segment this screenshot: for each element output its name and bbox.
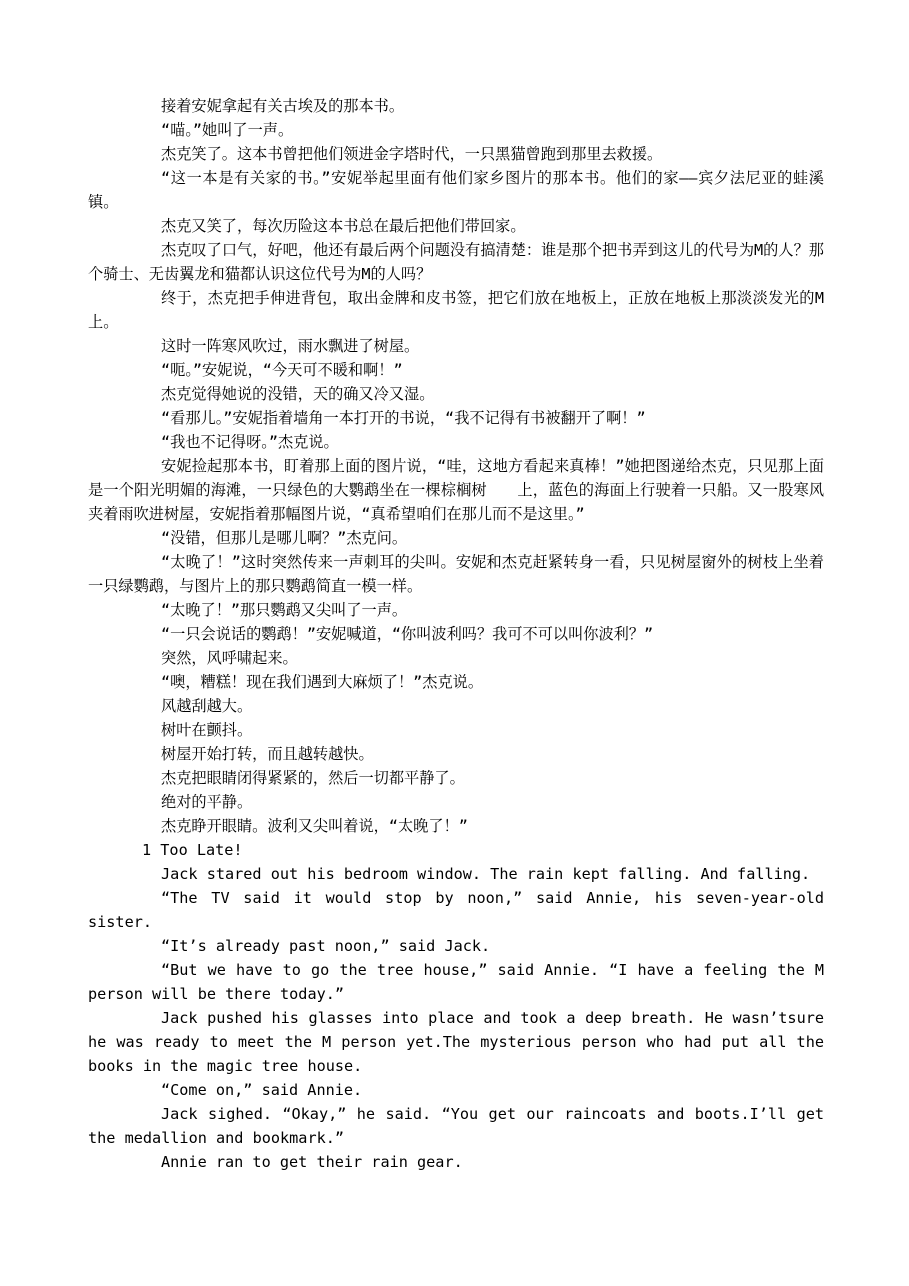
paragraph: 接着安妮拿起有关古埃及的那本书。 xyxy=(161,97,404,115)
paragraph: “没错，但那儿是哪儿啊？”杰克问。 xyxy=(161,529,408,547)
paragraph: “噢，糟糕！现在我们遇到大麻烦了！”杰克说。 xyxy=(161,673,484,691)
paragraph: Annie ran to get their rain gear. xyxy=(161,1153,463,1171)
paragraph: 杰克叹了口气，好吧，他还有最后两个问题没有搞清楚：谁是那个把书弄到这儿的代号为M的人？那个骑士、无齿翼龙和猫都认识这位代号为M的人吗？ xyxy=(88,241,824,283)
paragraph: “看那儿。”安妮指着墙角一本打开的书说，“我不记得有书被翻开了啊！” xyxy=(161,409,646,427)
chapter-heading: 1 Too Late! xyxy=(142,841,243,859)
paragraph: “But we have to go the tree house,” said Annie. “I have a feeling the M person will be there today.” xyxy=(88,961,824,1003)
paragraph: 突然，风呼啸起来。 xyxy=(161,649,298,667)
paragraph: “太晚了！”这时突然传来一声刺耳的尖叫。安妮和杰克赶紧转身一看，只见树屋窗外的树枝上坐着一只绿鹦鹉，与图片上的那只鹦鹉简直一模一样。 xyxy=(88,553,824,595)
paragraph: “It’s already past noon,” said Jack. xyxy=(161,937,491,955)
paragraph: 杰克睁开眼睛。波利又尖叫着说，“太晚了！” xyxy=(161,817,468,835)
paragraph: “呃。”安妮说，“今天可不暖和啊！” xyxy=(161,361,403,379)
paragraph: “喵。”她叫了一声。 xyxy=(161,121,294,139)
paragraph: Jack pushed his glasses into place and took a deep breath. He wasn’tsure he was ready to meet the M person yet.The mysterious person who had put all the books in the magic tree house. xyxy=(88,1009,824,1075)
paragraph: “这一本是有关家的书。”安妮举起里面有他们家乡图片的那本书。他们的家——宾夕法尼亚的蛙溪镇。 xyxy=(88,169,824,211)
paragraph: 终于，杰克把手伸进背包，取出金牌和皮书签，把它们放在地板上，正放在地板上那淡淡发光的M上。 xyxy=(88,289,824,331)
paragraph: 杰克把眼睛闭得紧紧的，然后一切都平静了。 xyxy=(161,769,465,787)
paragraph: “我也不记得呀。”杰克说。 xyxy=(161,433,339,451)
paragraph: “Come on,” said Annie. xyxy=(161,1081,363,1099)
paragraph: “一只会说话的鹦鹉！”安妮喊道，“你叫波利吗？我可不可以叫你波利？” xyxy=(161,625,654,643)
paragraph: 杰克又笑了，每次历险这本书总在最后把他们带回家。 xyxy=(161,217,526,235)
paragraph: Jack sighed. “Okay,” he said. “You get our raincoats and boots.I’ll get the medallion and bookmark.” xyxy=(88,1105,824,1147)
paragraph: 杰克觉得她说的没错，天的确又冷又湿。 xyxy=(161,385,435,403)
paragraph: 树屋开始打转，而且越转越快。 xyxy=(161,745,374,763)
paragraph: 这时一阵寒风吹过，雨水飘进了树屋。 xyxy=(161,337,420,355)
paragraph: 杰克笑了。这本书曾把他们领进金字塔时代，一只黑猫曾跑到那里去救援。 xyxy=(161,145,663,163)
paragraph: Jack stared out his bedroom window. The rain kept falling. And falling. xyxy=(161,865,811,883)
paragraph: 风越刮越大。 xyxy=(161,697,253,715)
paragraph: “太晚了！”那只鹦鹉又尖叫了一声。 xyxy=(161,601,408,619)
paragraph: “The TV said it would stop by noon,” said Annie, his seven-year-old sister. xyxy=(88,889,824,931)
paragraph: 绝对的平静。 xyxy=(161,793,253,811)
document-page xyxy=(88,94,824,1174)
paragraph: 安妮捡起那本书，盯着那上面的图片说，“哇，这地方看起来真棒！”她把图递给杰克，只见那上面是一个阳光明媚的海滩，一只绿色的大鹦鹉坐在一棵棕榈树 上，蓝色的海面上行驶着一只船。又一股寒风夹着雨吹进树屋，安妮指着那幅图片说，“真希望咱们在那儿而不是这里。” xyxy=(88,457,824,523)
paragraph: 树叶在颤抖。 xyxy=(161,721,253,739)
